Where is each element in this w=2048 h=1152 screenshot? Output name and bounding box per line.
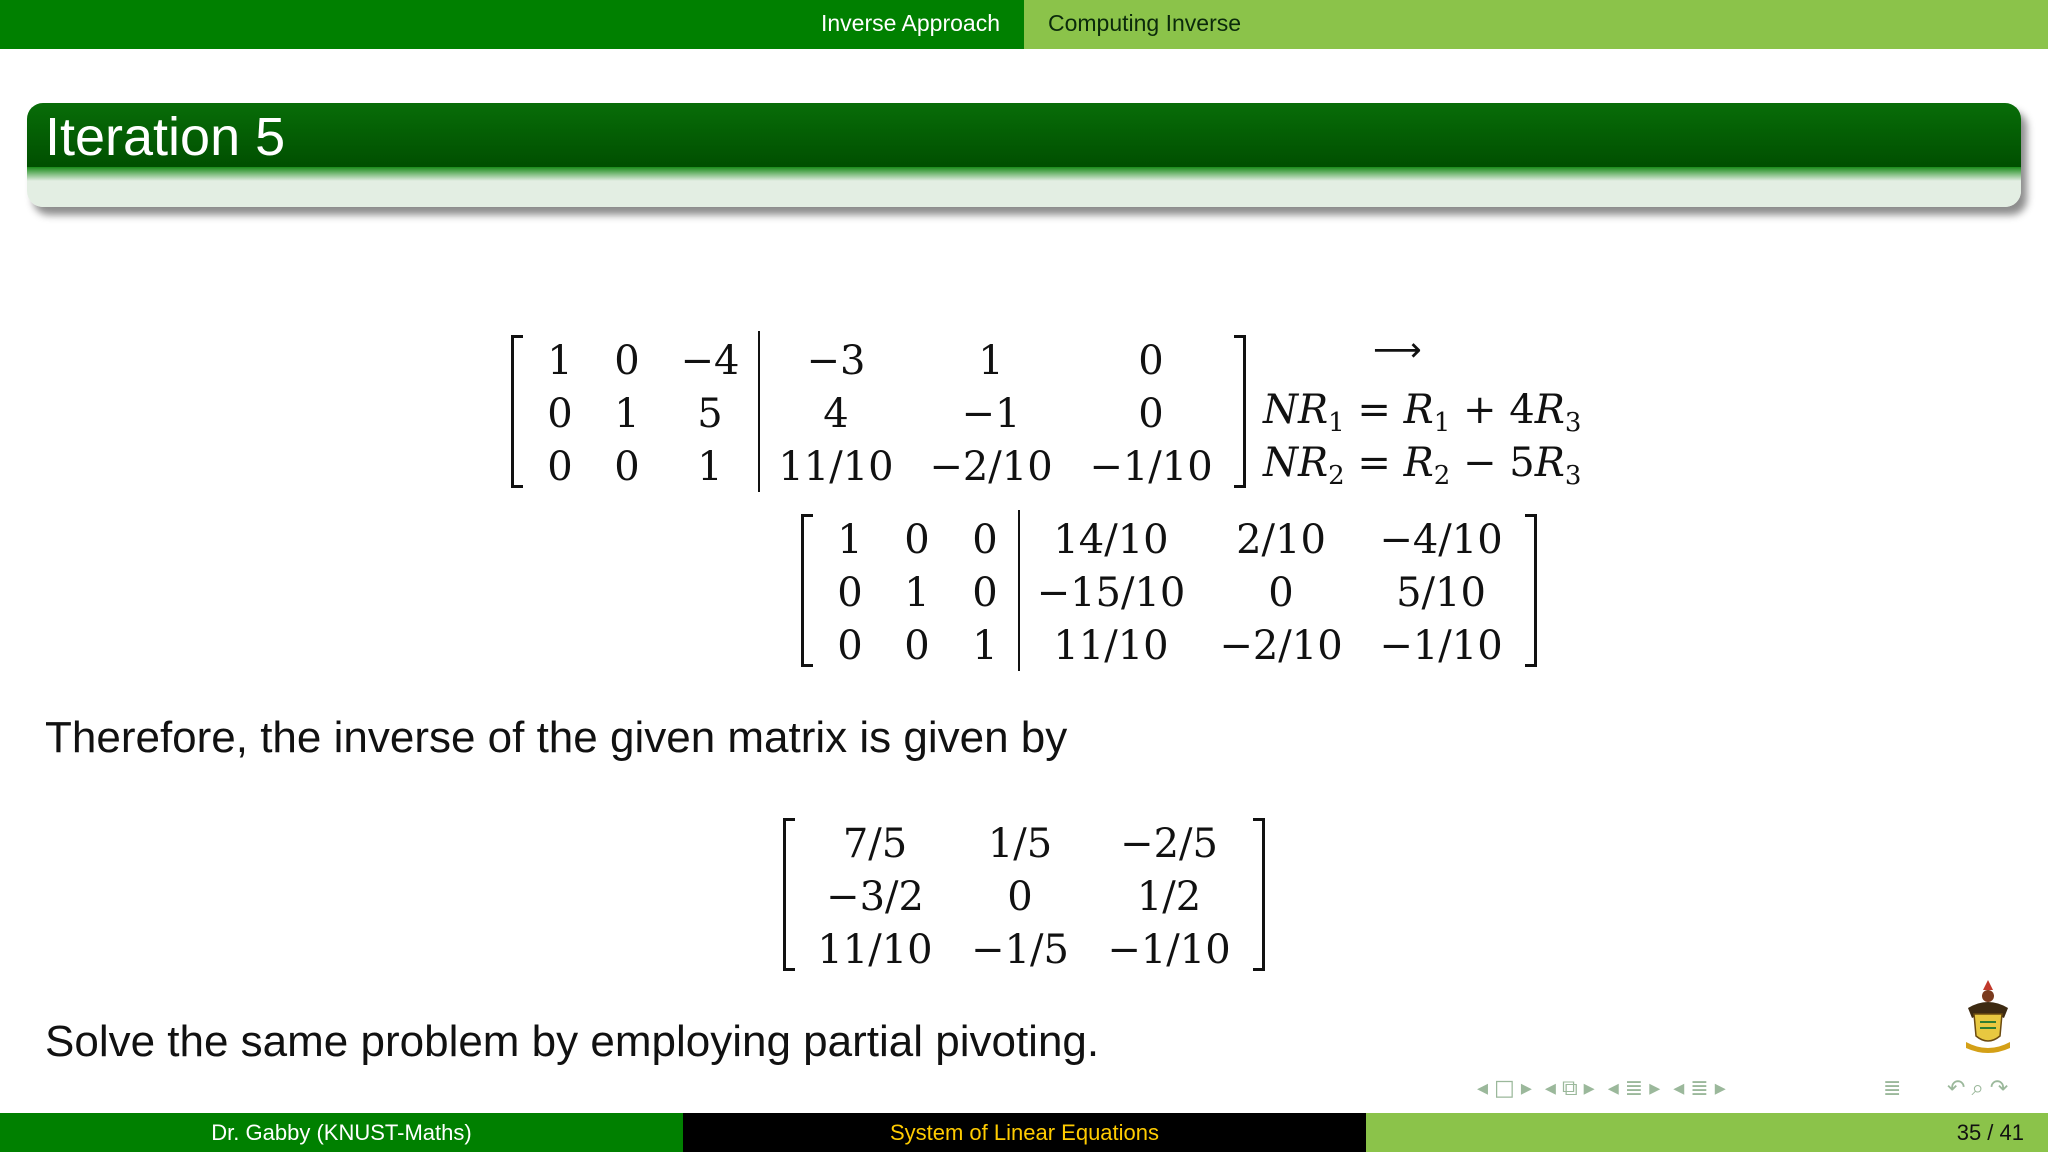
outline-next-icon[interactable]: ▸ <box>1714 1076 1726 1101</box>
footer-bar <box>0 1113 2048 1152</box>
footer-title: System of Linear Equations <box>683 1113 1366 1152</box>
matrix-cell: 5/10 <box>1396 570 1486 616</box>
matrix-cell: 11/10 <box>778 444 894 490</box>
right-arrow-icon: ⟶ <box>1373 330 1422 370</box>
row-operation-2: $NR_2 = R_2 - 5R_3$ <box>1263 440 1582 491</box>
subsection-next-icon[interactable]: ▸ <box>1583 1076 1595 1101</box>
beamer-search-controls <box>1947 1074 2014 1104</box>
matrix-cell: −1/10 <box>1107 927 1231 973</box>
right-bracket <box>1525 514 1537 667</box>
matrix-cell: 0 <box>1268 570 1294 616</box>
search-icon[interactable]: ⌕ <box>1971 1076 1984 1101</box>
knust-crest-icon <box>1960 978 2016 1058</box>
section-prev-icon[interactable]: ◂ <box>1607 1076 1619 1101</box>
inverse-matrix <box>783 818 1265 971</box>
matrix-cell: 1 <box>978 338 1004 384</box>
section-next-icon[interactable]: ▸ <box>1649 1076 1661 1101</box>
matrix-cell: 0 <box>1138 391 1164 437</box>
outline-prev-icon[interactable]: ◂ <box>1673 1076 1685 1101</box>
outline-icon[interactable]: ≣ <box>1883 1076 1902 1101</box>
matrix-cell: 1 <box>614 391 640 437</box>
matrix-cell: 0 <box>614 444 640 490</box>
matrix-cell: −3 <box>806 338 866 384</box>
matrix-cell: −15/10 <box>1036 570 1186 616</box>
matrix-cell: −2/5 <box>1120 821 1218 867</box>
nav-subsection-link[interactable]: Computing Inverse <box>1048 10 1242 36</box>
matrix-cell: 1 <box>697 444 723 490</box>
matrix-cell: −3/2 <box>826 874 924 920</box>
matrix-cell: 14/10 <box>1053 517 1169 563</box>
section-icon[interactable]: ≣ <box>1624 1076 1644 1101</box>
matrix-cell: 5 <box>697 391 723 437</box>
frame-title: Iteration 5 <box>45 107 286 167</box>
frame-title-block <box>27 103 2021 207</box>
matrix-cell: −1/5 <box>971 927 1069 973</box>
subsection-prev-icon[interactable]: ◂ <box>1544 1076 1556 1101</box>
matrix-cell: 0 <box>972 570 998 616</box>
matrix-cell: 1 <box>547 338 573 384</box>
matrix-cell: 0 <box>837 623 863 669</box>
beamer-navigation-right <box>1883 1074 1907 1104</box>
redo-icon[interactable]: ↷ <box>1989 1076 2009 1101</box>
nav-section-link[interactable]: Inverse Approach <box>820 10 1000 36</box>
matrix-cell: 1/5 <box>987 821 1053 867</box>
right-bracket <box>1234 335 1246 488</box>
matrix-cell: 0 <box>1007 874 1033 920</box>
footer-author: Dr. Gabby (KNUST-Maths) <box>0 1113 683 1152</box>
footer-page-number: 35 / 41 <box>1366 1113 2048 1152</box>
matrix-cell: −4 <box>680 338 740 384</box>
matrix-cell: 0 <box>972 517 998 563</box>
matrix-cell: 0 <box>904 517 930 563</box>
matrix-cell: 0 <box>614 338 640 384</box>
frame-next-icon[interactable]: ▸ <box>1520 1076 1532 1101</box>
matrix-cell: 1 <box>904 570 930 616</box>
matrix-cell: −4/10 <box>1379 517 1503 563</box>
right-bracket <box>1253 818 1265 971</box>
matrix-cell: −2/10 <box>1219 623 1343 669</box>
matrix-cell: 4 <box>823 391 849 437</box>
matrix-cell: 7/5 <box>842 821 908 867</box>
matrix-cell: 11/10 <box>1053 623 1169 669</box>
top-navigation-bar <box>0 0 2048 49</box>
row-operation-1: $NR_1 = R_1 + 4R_3$ <box>1263 387 1582 438</box>
augmented-matrix-before <box>511 335 1246 488</box>
matrix-cell: 0 <box>904 623 930 669</box>
matrix-cell: −1 <box>961 391 1021 437</box>
left-bracket <box>783 818 795 971</box>
matrix-cell: 0 <box>837 570 863 616</box>
matrix-cell: 1 <box>837 517 863 563</box>
matrix-cell: 1/2 <box>1136 874 1202 920</box>
beamer-navigation <box>1477 1074 1732 1104</box>
subsection-icon[interactable]: ⧉ <box>1561 1076 1578 1101</box>
matrix-cell: −1/10 <box>1379 623 1503 669</box>
matrix-cell: 2/10 <box>1236 517 1326 563</box>
frame-icon[interactable]: □ <box>1494 1076 1515 1101</box>
undo-icon[interactable]: ↶ <box>1947 1076 1966 1101</box>
matrix-cell: 0 <box>1138 338 1164 384</box>
matrix-cell: 11/10 <box>817 927 933 973</box>
exercise-text: Solve the same problem by employing partial pivoting. <box>45 1017 1100 1066</box>
matrix-cell: 0 <box>547 391 573 437</box>
conclusion-text: Therefore, the inverse of the given matrix is given by <box>45 713 1068 762</box>
outline-list-icon[interactable]: ≣ <box>1690 1076 1709 1101</box>
matrix-cell: 0 <box>547 444 573 490</box>
matrix-cell: −1/10 <box>1089 444 1213 490</box>
matrix-cell: −2/10 <box>929 444 1053 490</box>
matrix-cell: 1 <box>972 623 998 669</box>
augmented-matrix-after <box>801 514 1537 667</box>
frame-prev-icon[interactable]: ◂ <box>1477 1076 1489 1101</box>
